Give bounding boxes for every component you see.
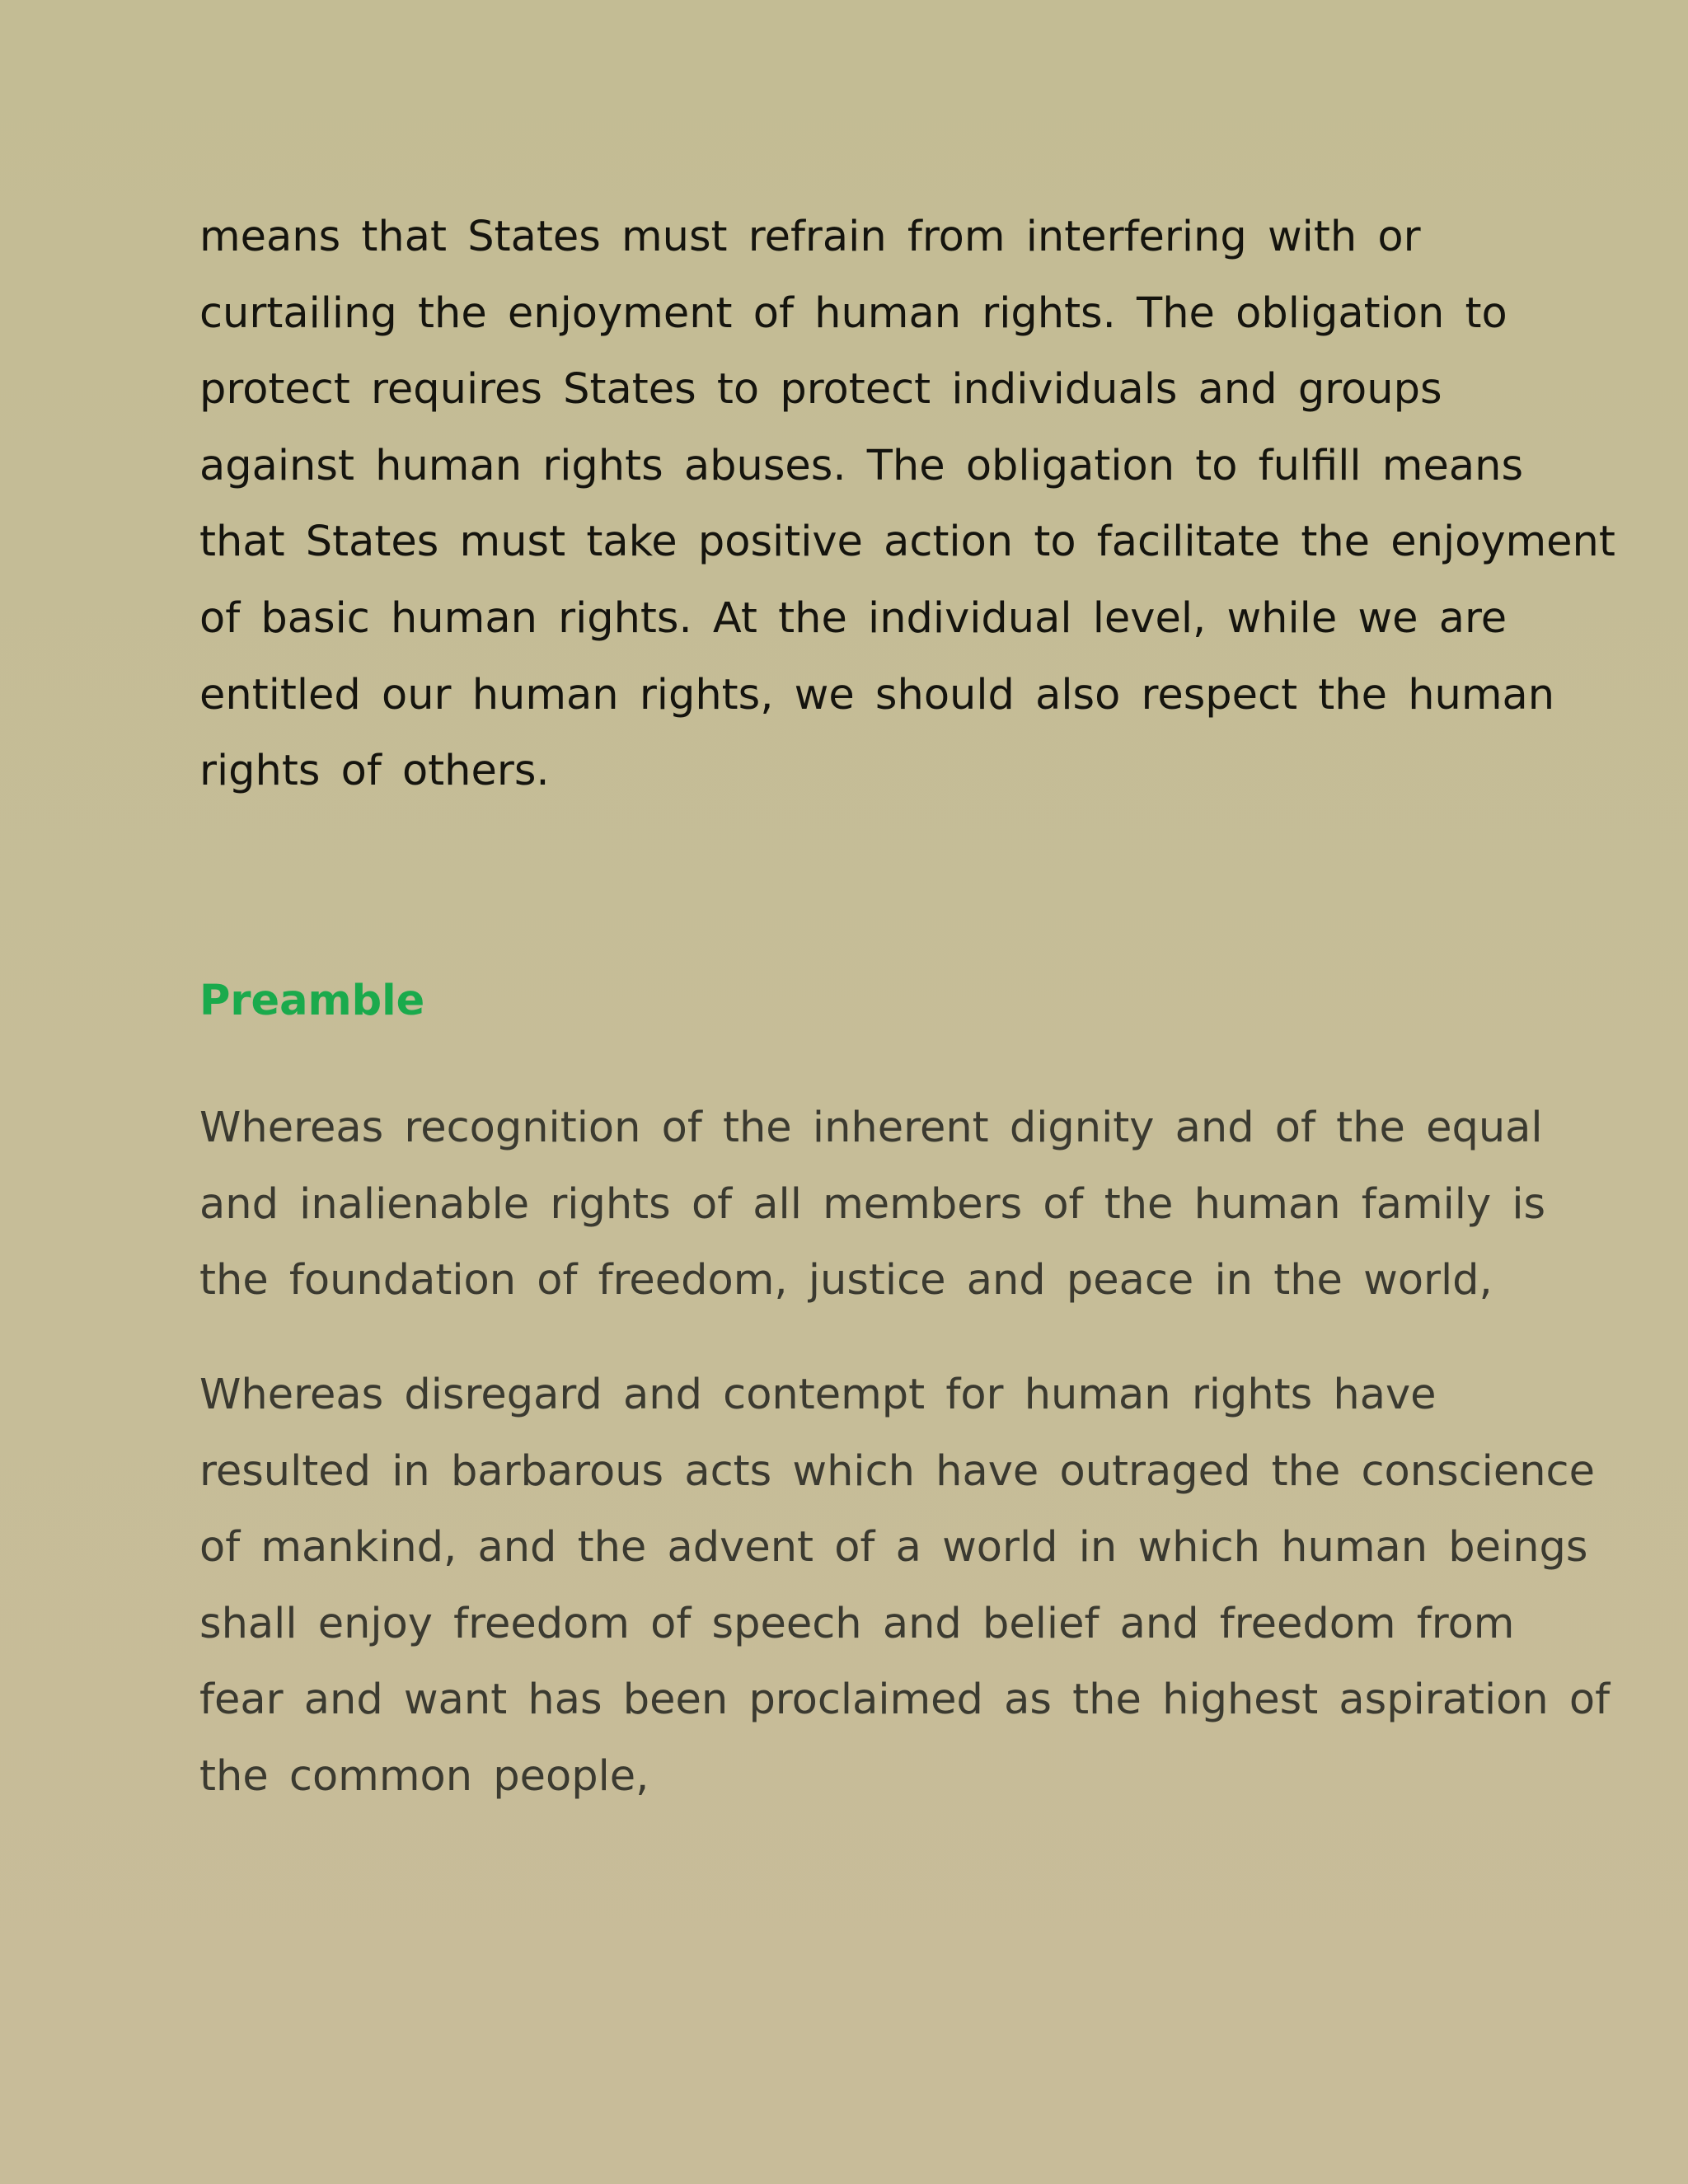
text-line: Whereas disregard and contempt for human rights have [199, 1371, 1437, 1419]
text-line: fear and want has been proclaimed as the highest aspiration of [199, 1675, 1611, 1725]
text-line: that States must take positive action to facilitate the enjoyment [199, 518, 1615, 567]
text-line: the common people, [199, 1751, 649, 1801]
preamble-paragraph [199, 1090, 1545, 1319]
preamble-paragraph [199, 1357, 1610, 1816]
text-line: resulted in barbarous acts which have outraged the conscience [199, 1446, 1595, 1496]
text-line: and inalienable rights of all members of the human family is [199, 1179, 1546, 1229]
text-line: of mankind, and the advent of a world in which human beings [199, 1523, 1588, 1572]
text-line: of basic human rights. At the individual level, while we are [199, 593, 1507, 643]
text-line: means that States must refrain from interfering with or [199, 213, 1421, 261]
text-line: protect requires States to protect individuals and groups [199, 365, 1442, 415]
text-line: rights of others. [199, 747, 550, 796]
text-line: against human rights abuses. The obligation to fulfill means [199, 441, 1524, 490]
text-line: Whereas recognition of the inherent dignity and of the equal [199, 1104, 1543, 1152]
text-line: curtailing the enjoyment of human rights. The obligation to [199, 288, 1507, 338]
text-line: the foundation of freedom, justice and peace in the world, [199, 1256, 1493, 1305]
text-line: entitled our human rights, we should also respect the human [199, 670, 1555, 719]
text-line: shall enjoy freedom of speech and belief and freedom from [199, 1599, 1515, 1648]
section-heading: Preamble [199, 977, 425, 1025]
intro-paragraph [199, 199, 1615, 810]
